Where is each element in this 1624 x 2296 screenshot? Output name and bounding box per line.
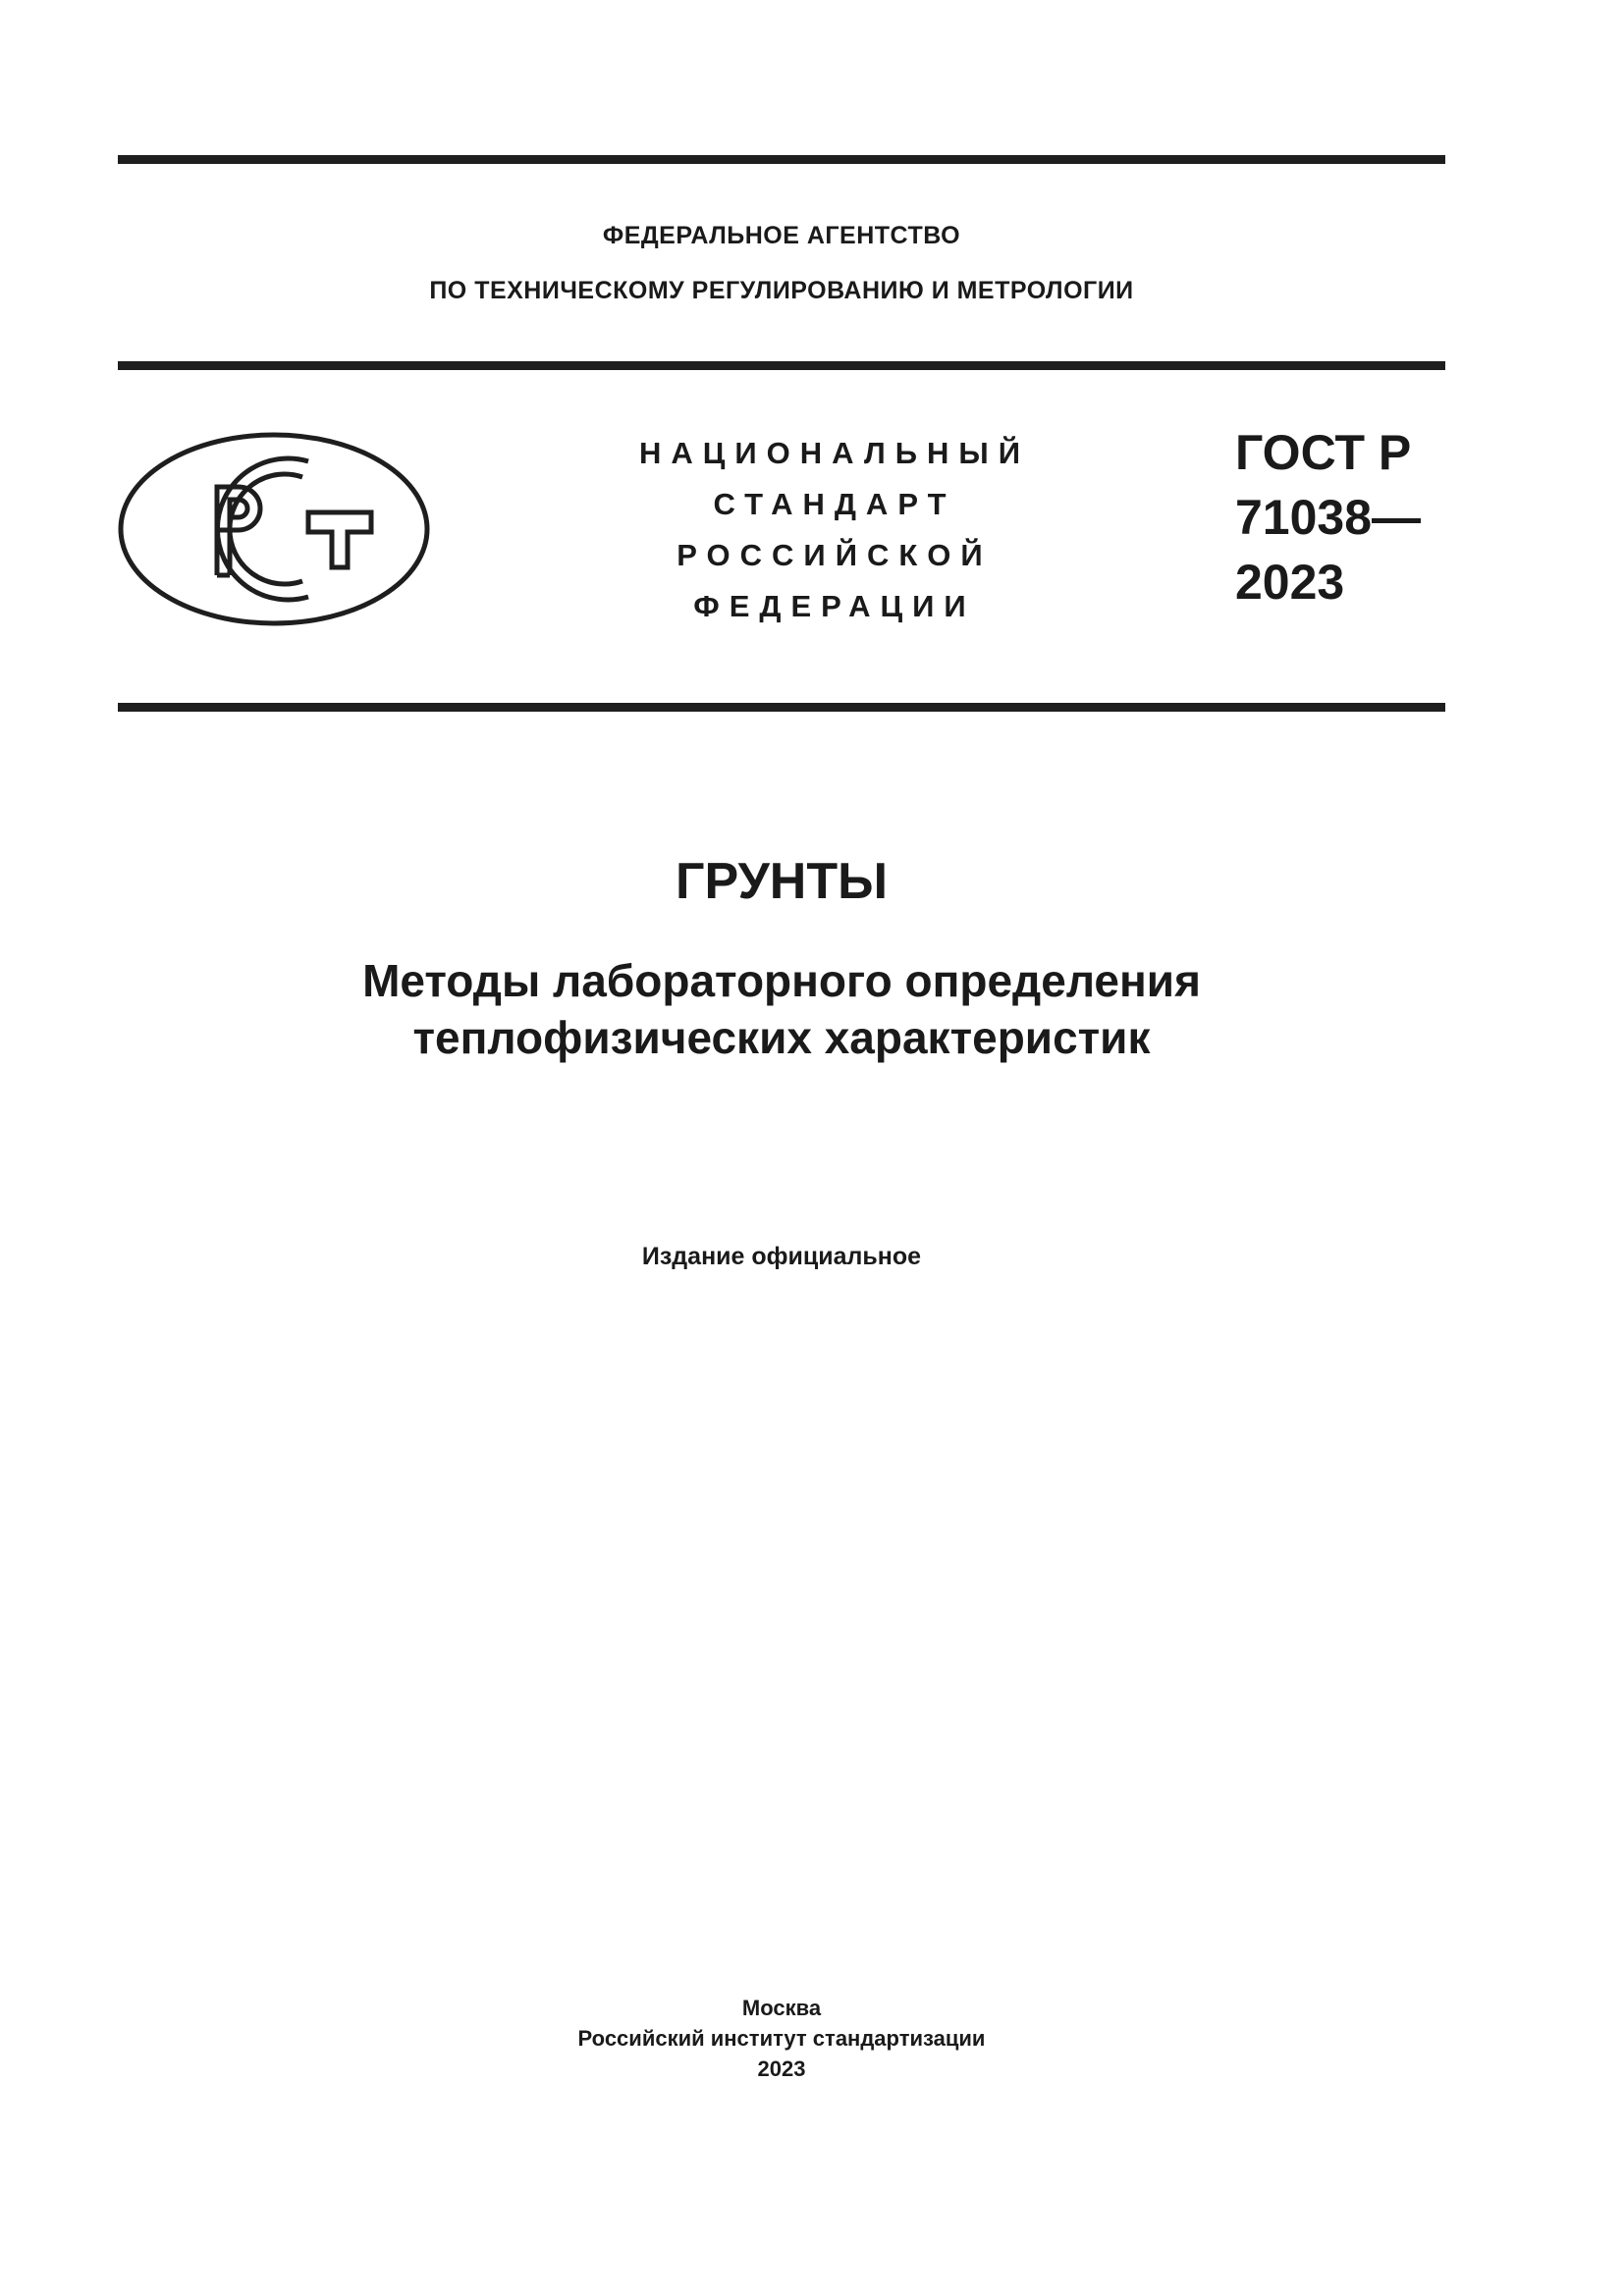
publisher-year: 2023 bbox=[757, 2056, 806, 2081]
publisher-city: Москва bbox=[741, 1996, 822, 2020]
standard-type bbox=[589, 428, 1080, 632]
subtitle-line-2: теплофизических характеристик bbox=[412, 1012, 1151, 1063]
standard-type-line-2: СТАНДАРТ bbox=[713, 487, 956, 521]
standard-type-line-1: НАЦИОНАЛЬНЫЙ bbox=[638, 436, 1031, 470]
rst-certification-mark-icon bbox=[116, 430, 432, 628]
publisher-name: Российский институт стандартизации bbox=[577, 2026, 986, 2051]
bottom-rule bbox=[118, 703, 1445, 712]
agency-line-2: ПО ТЕХНИЧЕСКОМУ РЕГУЛИРОВАНИЮ И МЕТРОЛОГИИ bbox=[429, 277, 1134, 304]
subtitle-line-1: Методы лабораторного определения bbox=[362, 955, 1201, 1006]
designation-line-1: ГОСТ Р bbox=[1235, 425, 1412, 480]
agency-line-1: ФЕДЕРАЛЬНОЕ АГЕНТСТВО bbox=[602, 222, 961, 249]
designation-line-2: 71038— bbox=[1235, 490, 1422, 545]
document-title: ГРУНТЫ bbox=[675, 853, 889, 910]
document-subtitle bbox=[118, 952, 1445, 1066]
publisher-block bbox=[118, 1993, 1445, 2084]
designation-line-3: 2023 bbox=[1235, 555, 1345, 610]
standard-type-line-4: ФЕДЕРАЦИИ bbox=[693, 589, 976, 623]
standard-designation bbox=[1235, 420, 1421, 614]
top-rule bbox=[118, 155, 1445, 164]
middle-rule bbox=[118, 361, 1445, 370]
standard-type-line-3: РОССИЙСКОЙ bbox=[677, 538, 993, 572]
edition-label: Издание официальное bbox=[641, 1243, 922, 1270]
